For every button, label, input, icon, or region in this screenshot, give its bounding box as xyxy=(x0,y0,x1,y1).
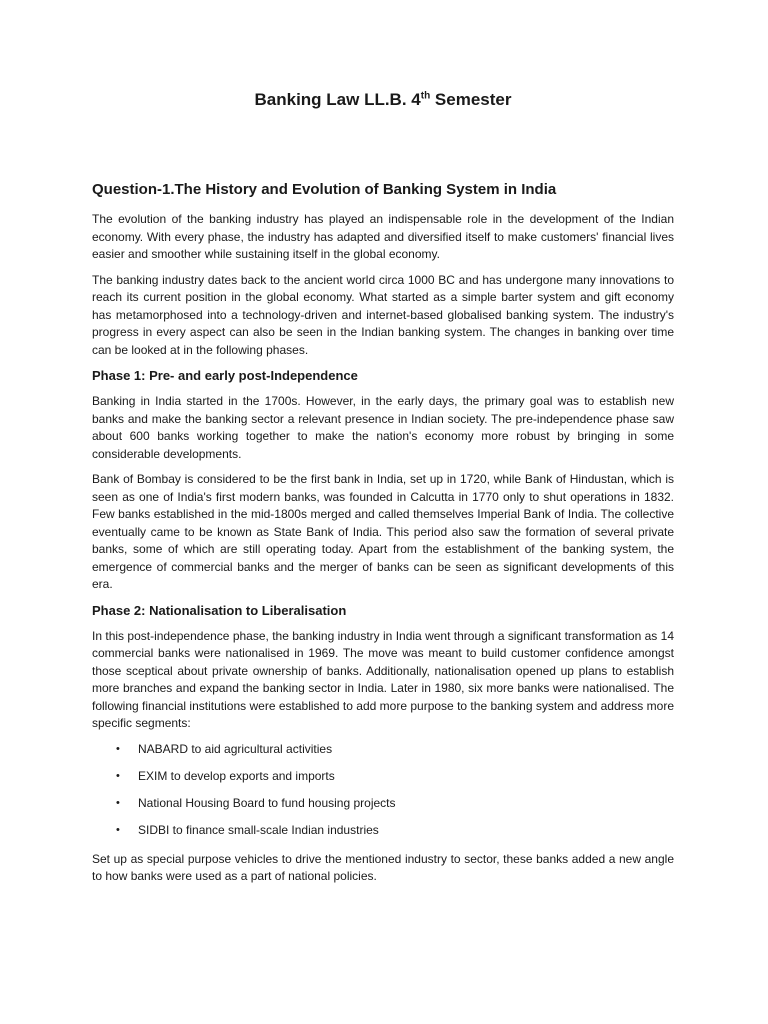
document-body xyxy=(92,180,674,894)
institutions-list xyxy=(92,741,674,839)
intro-paragraph: The evolution of the banking industry has played an indispensable role in the development of the Indian economy. With every phase, the industry has adapted and diversified itself to make customers' financial lives easier and smoother while sustaining itself in the global economy. xyxy=(92,212,674,261)
bullet-icon: • xyxy=(116,742,120,755)
list-item-text: NABARD to aid agricultural activities xyxy=(138,741,333,756)
bullet-icon: • xyxy=(116,796,120,809)
list-item xyxy=(92,795,674,812)
phase1-heading: Phase 1: Pre- and early post-Independence xyxy=(92,368,358,383)
title-suffix: Semester xyxy=(430,90,512,109)
list-item xyxy=(92,741,674,758)
list-item xyxy=(92,768,674,785)
phase1-paragraph-2: Bank of Bombay is considered to be the first bank in India, set up in 1720, while Bank of Hindustan, which is seen as one of India's first modern banks, was founded in Calcutta in 1770 only to shut operations in 1832. Few banks established in the mid-1800s merged and called themselves Imperial Bank of India. The collective eventually came to be known as State Bank of India. This period also saw the formation of several private banks, some of which are still operating today. Apart from the establishment of the banking system, the emergence of commercial banks and the merger of banks can be seen as significant developments of this era. xyxy=(92,472,674,591)
list-item-text: SIDBI to finance small-scale Indian industries xyxy=(138,822,379,837)
phase2-closing-paragraph: Set up as special purpose vehicles to drive the mentioned industry to sector, these banks added a new angle to how banks were used as a part of national policies. xyxy=(92,851,674,883)
title-text: Banking Law LL.B. 4 xyxy=(254,90,421,109)
document-title xyxy=(92,88,674,112)
bullet-icon: • xyxy=(116,769,120,782)
history-paragraph: The banking industry dates back to the ancient world circa 1000 BC and has undergone many innovations to reach its current position in the global economy. What started as a simple barter system and gift economy has metamorphosed into a technology-driven and internet-based globalised banking system. The industry's progress in every aspect can also be seen in the Indian banking system. The changes in banking over time can be looked at in the following phases. xyxy=(92,272,674,357)
list-item-text: EXIM to develop exports and imports xyxy=(138,768,335,783)
bullet-icon: • xyxy=(116,823,120,836)
phase1-paragraph-1: Banking in India started in the 1700s. However, in the early days, the primary goal was to establish new banks and make the banking sector a relevant presence in Indian society. The pre-independence phase saw about 600 banks working together to make the nation's economy more robust by bringing in some considerable developments. xyxy=(92,394,674,461)
list-item xyxy=(92,822,674,839)
question-heading: Question-1.The History and Evolution of Banking System in India xyxy=(92,181,557,198)
phase2-paragraph: In this post-independence phase, the banking industry in India went through a significant transformation as 14 commercial banks were nationalised in 1969. The move was meant to build customer confidence amongst those sceptical about private ownership of banks. Additionally, nationalisation opened up plans to establish more branches and expand the banking sector in India. Later in 1980, six more banks were nationalised. The following financial institutions were established to add more purpose to the banking system and address more specific segments: xyxy=(92,628,674,730)
title-superscript: th xyxy=(420,90,431,102)
phase2-heading: Phase 2: Nationalisation to Liberalisation xyxy=(92,602,347,618)
list-item-text: National Housing Board to fund housing projects xyxy=(138,795,396,810)
document-page xyxy=(92,0,674,1024)
